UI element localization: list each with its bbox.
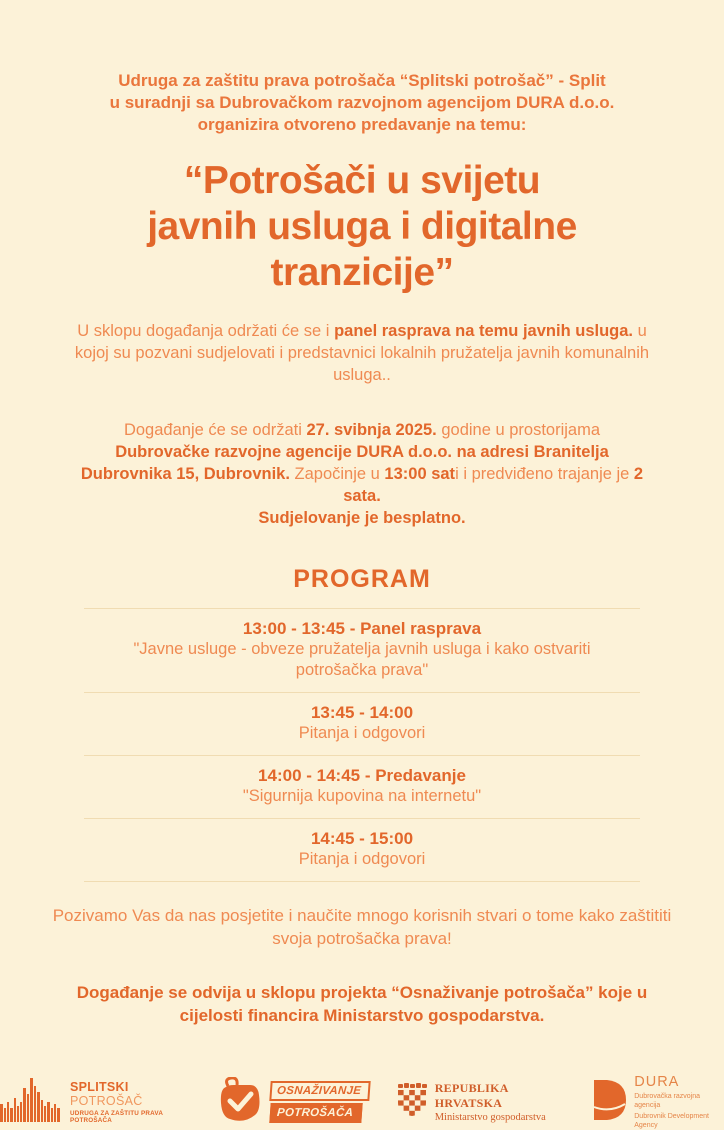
- title-line-2: javnih usluga i digitalne: [147, 205, 577, 248]
- title-line-1: “Potrošači u svijetu: [183, 159, 541, 202]
- ministry-logo: [397, 1081, 567, 1123]
- details-free-entry: Sudjelovanje je besplatno.: [258, 508, 466, 527]
- ministry-line-1: REPUBLIKA HRVATSKA: [434, 1081, 509, 1110]
- program-item-2: [84, 693, 640, 755]
- details-duration: 2 sata.: [343, 464, 644, 505]
- title-line-3: tranzicije”: [270, 251, 454, 294]
- program-item-desc: "Javne usluge - obveze pružatelja javnih usluga i kako ostvariti potrošačka prava": [133, 640, 591, 679]
- intro-line-1: Udruga za zaštitu prava potrošača “Splitski potrošač” - Split: [118, 71, 606, 90]
- program-item-time: 14:00 - 14:45 - Predavanje: [258, 766, 466, 785]
- program-item-1: [84, 609, 640, 692]
- intro-text: [110, 70, 615, 136]
- details-seg-2: godine u prostorijama: [436, 420, 601, 439]
- splitski-potrosac-logo: [0, 1078, 192, 1127]
- details-location: Dubrovačke razvojne agencije DURA d.o.o. na adresi Branitelja Dubrovnika 15, Dubrovnik.: [80, 442, 609, 483]
- dura-logo-text: [634, 1074, 724, 1130]
- program-item-time: 13:00 - 13:45 - Panel rasprava: [242, 619, 482, 638]
- barcode-icon: [0, 1078, 62, 1127]
- ministry-line-2: Ministarstvo gospodarstva: [434, 1112, 546, 1123]
- program-item-3: [84, 756, 640, 818]
- program-heading: PROGRAM: [293, 565, 431, 593]
- event-details: [79, 419, 645, 529]
- program-item-desc: "Sigurnija kupovina na internetu": [242, 787, 482, 805]
- ministry-logo-text: [435, 1081, 567, 1123]
- program-item-4: [84, 819, 640, 881]
- splitski-subtitle: UDRUGA ZA ZAŠTITU PRAVA POTROŠAČA: [70, 1110, 163, 1124]
- details-date: 27. svibnja 2025.: [306, 420, 437, 439]
- dura-subtitle-hr: Dubrovačka razvojna agencija: [634, 1093, 701, 1109]
- croatian-coat-of-arms-icon: [397, 1083, 427, 1122]
- panel-description-rest: u kojoj su pozvani sudjelovati i predstavnici lokalnih pružatelja javnih komunalnih usluga..: [74, 322, 650, 384]
- page-title: [147, 158, 577, 296]
- dura-name: DURA: [634, 1074, 680, 1090]
- splitski-title-light: POTROŠAČ: [70, 1094, 143, 1108]
- details-seg-6: i i predviđeno trajanje je: [455, 464, 634, 483]
- osnazivanje-potrosaca-logo: [218, 1077, 370, 1128]
- shopping-bag-check-icon: [218, 1077, 262, 1128]
- dura-logo: [592, 1074, 724, 1130]
- details-seg-0: Događanje će se održati: [123, 420, 307, 439]
- divider: [84, 881, 640, 882]
- panel-description: [58, 320, 666, 386]
- details-seg-4: Započinje u: [289, 464, 385, 483]
- footer-logos: [0, 1074, 724, 1130]
- dura-d-icon: [592, 1080, 626, 1125]
- program-item-time: 14:45 - 15:00: [310, 829, 414, 848]
- intro-line-2: u suradnji sa Dubrovačkom razvojnom agencijom DURA d.o.o.: [109, 93, 615, 112]
- details-start-time: 13:00 sat: [384, 464, 456, 483]
- program-schedule: [84, 608, 640, 882]
- program-item-desc: Pitanja i odgovori: [298, 724, 426, 742]
- program-item-desc: Pitanja i odgovori: [298, 850, 426, 868]
- project-funding-text: Događanje se odvija u sklopu projekta “Osnaživanje potrošača” koje u cijelosti financira Ministarstvo gospodarstva.: [76, 983, 648, 1025]
- panel-description-highlight: panel rasprava na temu javnih usluga.: [334, 322, 633, 340]
- invitation-text: Pozivamo Vas da nas posjetite i naučite mnogo korisnih stvari o tome kako zaštititi svoja potrošačka prava!: [52, 906, 672, 948]
- panel-description-text: U sklopu događanja održati će se i: [77, 322, 335, 340]
- osnazivanje-logo-text: [270, 1081, 370, 1123]
- osnazivanje-line-1: OSNAŽIVANJE: [270, 1081, 372, 1101]
- osnazivanje-line-2: POTROŠAČA: [270, 1103, 364, 1123]
- intro-line-3: organizira otvoreno predavanje na temu:: [197, 115, 527, 134]
- splitski-title-bold: SPLITSKI: [70, 1080, 129, 1094]
- dura-subtitle-en: Dubrovnik Development Agency: [634, 1113, 709, 1129]
- program-item-time: 13:45 - 14:00: [310, 703, 414, 722]
- splitski-logo-text: [70, 1080, 192, 1124]
